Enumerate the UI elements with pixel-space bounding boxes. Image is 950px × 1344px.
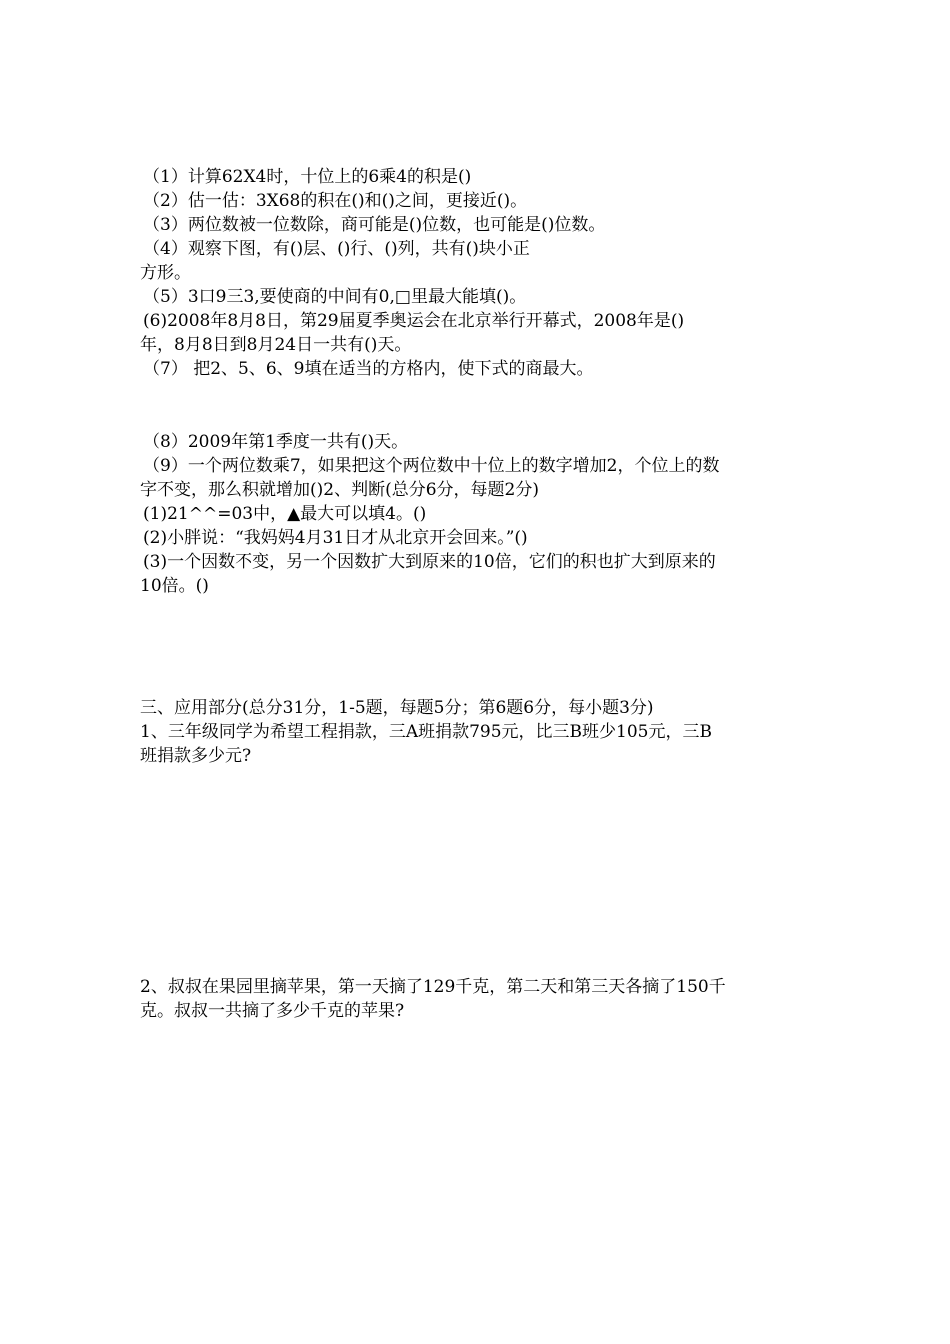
fill-blank-question-9-cont: 字不变，那么积就增加()2、判断(总分6分，每题2分): [140, 480, 539, 500]
judge-question-3: (3)一个因数不变，另一个因数扩大到原来的10倍，它们的积也扩大到原来的: [143, 552, 716, 572]
fill-blank-question-9: （9）一个两位数乘7，如果把这个两位数中十位上的数字增加2，个位上的数: [143, 456, 720, 476]
word-problem-1: 1、三年级同学为希望工程捐款，三A班捐款795元，比三B班少105元，三B: [140, 722, 712, 742]
fill-blank-question-8: （8）2009年第1季度一共有()天。: [143, 432, 409, 452]
section-heading-application: 三、应用部分(总分31分，1-5题，每题5分；第6题6分，每小题3分): [140, 698, 654, 718]
judge-question-1: (1)21^^=03中，▲最大可以填4。(): [143, 504, 427, 524]
word-problem-2: 2、叔叔在果园里摘苹果，第一天摘了129千克，第二天和第三天各摘了150千: [140, 977, 726, 997]
judge-question-3-cont: 10倍。(): [140, 576, 209, 596]
fill-blank-question-3: （3）两位数被一位数除，商可能是()位数，也可能是()位数。: [143, 215, 606, 235]
word-problem-2-cont: 克。叔叔一共摘了多少千克的苹果?: [140, 1001, 405, 1021]
fill-blank-question-6: (6)2008年8月8日，第29届夏季奥运会在北京举行开幕式，2008年是(): [143, 311, 685, 331]
fill-blank-question-4: （4）观察下图，有()层、()行、()列，共有()块小正: [143, 239, 530, 259]
word-problem-1-cont: 班捐款多少元?: [140, 746, 252, 766]
fill-blank-question-6-cont: 年，8月8日到8月24日一共有()天。: [140, 335, 412, 355]
fill-blank-question-4-cont: 方形。: [140, 263, 191, 283]
fill-blank-question-1: （1）计算62X4时，十位上的6乘4的积是(): [143, 167, 472, 187]
fill-blank-question-7: （7） 把2、5、6、9填在适当的方格内，使下式的商最大。: [143, 359, 594, 379]
fill-blank-question-5: （5）3口9三3,要使商的中间有0,□里最大能填()。: [143, 287, 527, 307]
judge-question-2: (2)小胖说：“我妈妈4月31日才从北京开会回来。”(): [143, 528, 528, 548]
fill-blank-question-2: （2）估一估：3X68的积在()和()之间，更接近()。: [143, 191, 528, 211]
